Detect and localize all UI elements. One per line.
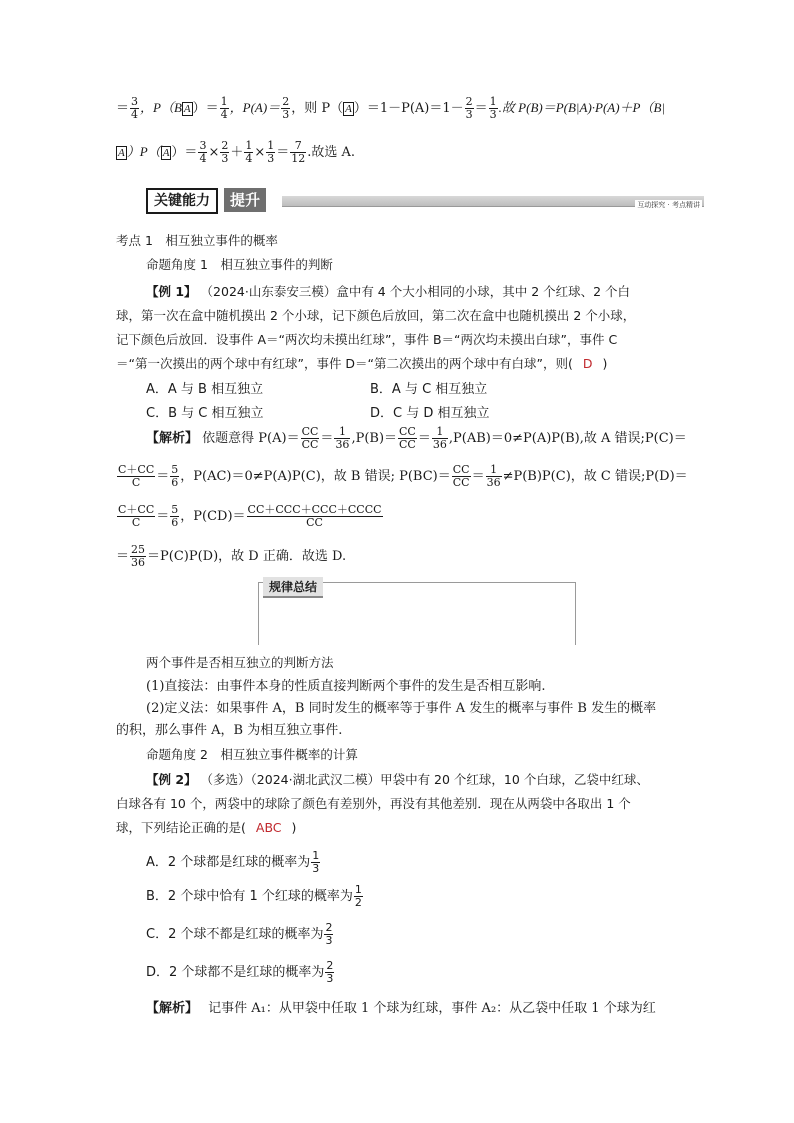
example-1-line-1: （2024·山东泰安三模）盒中有 4 个大小相同的小球，其中 2 个红球、2 个白: [200, 284, 631, 299]
summary-point-2b: 的积，那么事件 A，B 为相互独立事件.: [116, 723, 343, 738]
solution-1-line-2: $\frac{C+CC}{C}$ ＝ $\frac{5}{6}$ ，P(AC)＝0≠P(A)P(C)，故 B 错误; P(BC)＝ $\frac{CC}{CC}$ ＝ $\frac{1}{36}$ ≠P(B)P(C)，故 C 错误;P(D)＝: [118, 463, 688, 489]
example-1-line-4: ＝“第一次摸出的两个球中有红球”，事件 D＝“第二次摸出的两个球中有白球”，则( D ): [116, 356, 608, 371]
continuation-line-2: A ）P（ A ）＝ $\frac{3}{4}$ × $\frac{2}{3}$ ＋ $\frac{1}{4}$ × $\frac{1}{3}$ ＝ $\frac{7}{12}$ .故选 A.: [118, 139, 356, 165]
example-1-option-c: C．B 与 C 相互独立: [146, 406, 264, 421]
summary-point-1: (1)直接法：由事件本身的性质直接判断两个事件的发生是否相互影响.: [146, 679, 546, 694]
example-2: [146, 768, 678, 792]
example-2-line-2: 白球各有 10 个，两袋中的球除了颜色有差别外，再没有其他差别．现在从两袋中各取出 1 个: [116, 796, 631, 811]
solution-1-line-1: 【解析】 依题意得 P(A)＝ $\frac{CC}{CC}$ ＝ $\frac{1}{36}$ ,P(B)＝ $\frac{CC}{CC}$ ＝ $\frac{1}{36}$ ,P(AB)＝0≠P(A)P(B),故 A 错误;P(C)＝: [146, 425, 687, 451]
example-1-label: 【例 1】: [146, 284, 197, 299]
solution-1-line-4: ＝ $\frac{25}{36}$ ＝P(C)P(D)，故 D 正确．故选 D.: [116, 543, 347, 569]
solution-1-label: 【解析】: [146, 431, 199, 446]
example-1-line-3: 记下颜色后放回．设事件 A＝“两次均未摸出红球”，事件 B＝“两次均未摸出白球”，事件 C: [116, 332, 618, 347]
banner-tag: 互动探究 · 考点精讲: [637, 201, 700, 209]
banner-title-highlight: 提升: [224, 188, 266, 212]
summary-box: [258, 582, 576, 645]
example-2-option-a: A．2 个球都是红球的概率为 $\frac{1}{3}$: [146, 849, 320, 875]
example-1-option-d: D．C 与 D 相互独立: [370, 406, 490, 421]
example-2-option-d: D．2 个球都不是红球的概率为 $\frac{2}{3}$: [146, 959, 334, 985]
example-2-answer: ABC: [255, 820, 282, 835]
example-1: [146, 280, 678, 304]
summary-label: 规律总结: [263, 577, 323, 598]
example-2-option-c: C．2 个球不都是红球的概率为 $\frac{2}{3}$: [146, 921, 333, 947]
continuation-line-1: ＝ $\frac{3}{4}$ ，P（B A ）＝ $\frac{1}{4}$ ，P(A)＝ $\frac{2}{3}$ ，则 P（ A ）＝1－P(A)＝1－ $\frac{2}{3}$ ＝ $\frac{1}{3}$ .故 P(B)＝P(B|A)·P(A)＋P（B|: [116, 95, 666, 121]
solution-2-text: 记事件 A₁：从甲袋中任取 1 个球为红球，事件 A₂：从乙袋中任取 1 个球为红: [208, 1001, 656, 1016]
kaodian-heading: 考点 1 相互独立事件的概率: [116, 233, 278, 248]
solution-1-line-3: $\frac{C+CC}{C}$ ＝ $\frac{5}{6}$ ，P(CD)＝ $\frac{\text{CC＋CCC＋CCC＋CCCC}}{CC}$: [118, 503, 382, 529]
summary-point-2a: (2)定义法：如果事件 A，B 同时发生的概率等于事件 A 发生的概率与事件 B 发生的概率: [146, 701, 657, 716]
example-2-option-b: B．2 个球中恰有 1 个红球的概率为 $\frac{1}{2}$: [146, 883, 362, 909]
jiaodu-2-heading: 命题角度 2 相互独立事件概率的计算: [146, 747, 358, 762]
solution-2: [146, 1000, 678, 1018]
example-1-option-a: A．A 与 B 相互独立: [146, 382, 264, 397]
example-1-option-b: B．A 与 C 相互独立: [370, 382, 488, 397]
summary-title: 两个事件是否相互独立的判断方法: [146, 655, 334, 670]
section-banner: [146, 188, 704, 214]
solution-2-label: 【解析】: [146, 1001, 199, 1016]
example-2-line-1: （多选）（2024·湖北武汉二模）甲袋中有 20 个红球，10 个白球，乙袋中红球、: [200, 772, 649, 787]
jiaodu-1-heading: 命题角度 1 相互独立事件的判断: [146, 257, 333, 272]
example-2-line-3: 球，下列结论正确的是( ABC ): [116, 820, 297, 835]
example-1-line-2: 球，第一次在盒中随机摸出 2 个小球，记下颜色后放回，第二次在盒中也随机摸出 2 个小球，: [116, 308, 636, 323]
example-1-answer: D: [582, 356, 593, 371]
example-2-label: 【例 2】: [146, 772, 197, 787]
banner-title-main: 关键能力: [146, 188, 218, 214]
